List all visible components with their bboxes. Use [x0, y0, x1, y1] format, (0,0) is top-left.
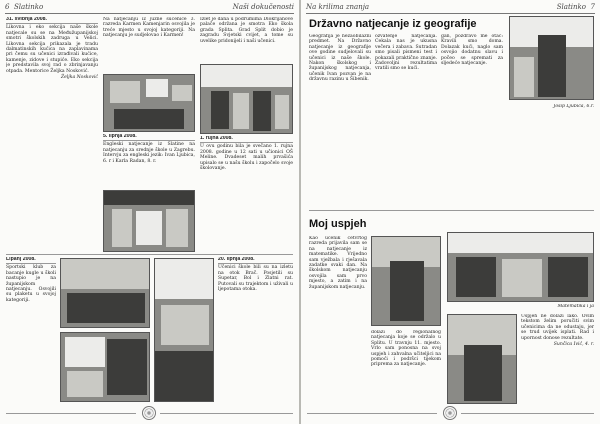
article2-title: Moj uspjeh: [309, 218, 367, 230]
left-col2-text2: Engleski natjecanje iz Slatine na natjecanju za srednje škole u Zagrebu. Intervju za engleski jezik: Ivan Ljubica, 6. r i Karla Radan, 8. r.: [103, 142, 195, 164]
right-header-rule: [306, 13, 595, 14]
article2-col3: [521, 314, 594, 394]
left-header-rule: [5, 13, 294, 14]
left-footer-ornament-icon: [142, 406, 156, 420]
left-footer-line-a: [6, 413, 136, 414]
article2-col1: [309, 236, 367, 406]
article1-col4: [509, 104, 594, 188]
left-col3-date: 1. rujna 2008.: [200, 136, 293, 143]
article2-col2: [371, 330, 441, 406]
article1-col2: [375, 34, 437, 204]
article2-col1-text: Kao učenik četvrtog razreda prijavila sam se na natjecanje iz matematike. Vrijedno sam vježbala i rješavala zadatke svaki dan. Na školskom natjecanju osvojila sam prvo mjesto, a zatim i na županijskom natjecanju.: [309, 236, 367, 290]
photo-math-class: [447, 232, 594, 302]
photo-kids-class: [60, 332, 150, 402]
right-footer-line-a: [307, 413, 437, 414]
left-col3b: [200, 136, 293, 252]
left-page-number: 6: [5, 3, 10, 11]
left-col2-date2: 5. lipnja 2008.: [103, 134, 195, 141]
right-footer-line-b: [461, 413, 594, 414]
right-section-divider: [309, 210, 594, 211]
left-col3: [200, 17, 293, 62]
left-tagline: Naši dokučenosti: [232, 3, 294, 11]
left-col3-text2: U ovu godinu bila je svečano 1. rujna 2008. godine u 12 sati u učionici OŠ Meline. Dvadeset malih prvašića upisalo se u našu školu i započelo svoje školovanje.: [200, 144, 293, 172]
photo-stage: [103, 190, 195, 252]
article2-col2-text: dolazi do regionalnog natjecanja koje se održalo u Splitu. U travnju 11. mjesto. Vrlo sam ponosna na svoj uspjeh i zahvalna učiteljici na pomoći i podršci tijekom priprema za natjecanje.: [371, 330, 441, 368]
article1-sign: Josip Ljubica, 6.r.: [553, 104, 594, 109]
left-col3-date2: 20. lipnja 2008.: [218, 257, 293, 264]
article1-col1-text: Geografija je nezaobilazni predmet. Na Državno natjecanje iz geografije ove godine sudjelovali su učenici iz naše škole. Nakon školskog i županijskog natjecanja, učenik Ivan pozvan je na državnu razinu u Šibenik.: [309, 34, 371, 83]
left-col3-text3: Učenici škole bili su na izletu na otok Brač. Posjetili su Supetar, Bol i Zlatni rat. Putovali su trajektom i uživali u ljepotama otoka.: [218, 265, 293, 293]
photo-math-girl: [371, 236, 441, 326]
right-tagline: Na krilima znanja: [306, 3, 370, 11]
article1-title: Državno natjecanje iz geografije: [309, 18, 477, 30]
article2-sign: Sunčica Ivić, 4. r.: [553, 342, 594, 348]
article2-col3-text: Uspjeh ne dolazi lako. Ovim tekstom želim poručiti svim učenicima da ne odustaju, jer se trud uvijek isplati. Rad i upornost donose rezultate.: [521, 314, 594, 341]
left-bottom-col1: [6, 257, 56, 407]
photo-geography-student: [509, 16, 594, 100]
article1-col3-text: gan, pozdravo me otac: Kravili smo doma. Dolazak kući, naglo sam osvojio dodatnu slavu i počeo se spremati za sljedeće natjecanje.: [441, 34, 503, 67]
left-lipanj-text: Sportski klub za bacanje kugle u školi nastupio je na županijskom natjecanju. Osvojili su plaketu u svojoj kategoriji.: [6, 265, 56, 303]
left-section-divider: [6, 254, 293, 255]
article2-caption: [531, 304, 594, 312]
photo-art-room: [103, 74, 195, 132]
article1-col3: [441, 34, 503, 204]
photo-sports-team: [60, 258, 150, 328]
left-col1: [6, 17, 98, 252]
right-page: [301, 0, 600, 424]
left-col2: [103, 17, 195, 72]
right-masthead: Slatinko: [556, 3, 586, 11]
left-masthead: Slatinko: [14, 3, 44, 11]
article1-col2-text: ozvatenje natjecanja. Cekala nas je ukusna večera i zabava. Sutradan smo pisali pismeni test i pokazali praktično znanje. Zadovoljni rezultatima vratili smo se kući.: [375, 34, 437, 72]
right-footer-ornament-icon: [443, 406, 457, 420]
left-bottom-col3: [218, 257, 293, 407]
article2-caption-text: Matematika i ja: [557, 304, 594, 309]
left-col2-text: Na natjecanju iz južne sučenice 3. razreda Karmen Kamenjarin osvojila je treće mjesto u svojoj kategoriji. Na natjecanju je sudjelovao i Karmen!: [103, 17, 195, 39]
left-page: [0, 0, 299, 424]
left-col3-text: Izlet je dana u podrumima Dlokrijanove palače održana je smotra Eko škola grada Splita. Grad Split dobio je zagradu Svjetski cvijet, a tome su uvelike pridonijeli i naši učenici.: [200, 17, 293, 44]
left-footer-line-b: [160, 413, 293, 414]
left-lipanj-date: Lipanj 2008.: [6, 257, 56, 264]
left-col1-sign: Željka Nosković: [60, 75, 98, 81]
right-page-number: 7: [590, 3, 595, 11]
article1-col1: [309, 34, 371, 204]
photo-trip: [154, 258, 214, 402]
photo-group-outdoor: [200, 64, 293, 134]
left-col2b: [103, 134, 195, 184]
photo-math-award: [447, 314, 517, 404]
left-col1-text: Likovna i eko sekcija naše škole natjecale su se na Međužupanijskoj smotri školskih zadruga u Velici. Likovna sekcija prikazala je tradu dalmatinskih kućica na zaplavinama pri čemu su učenici izrađivali kućice, kamenje, zidove i stupiće. Eko sekcija je predstavila svoj rad o zbrinjavanju otpada. Mentorice Željka Nosković.: [6, 25, 98, 74]
left-col1-date: 31. svibnja 2008.: [6, 17, 98, 24]
